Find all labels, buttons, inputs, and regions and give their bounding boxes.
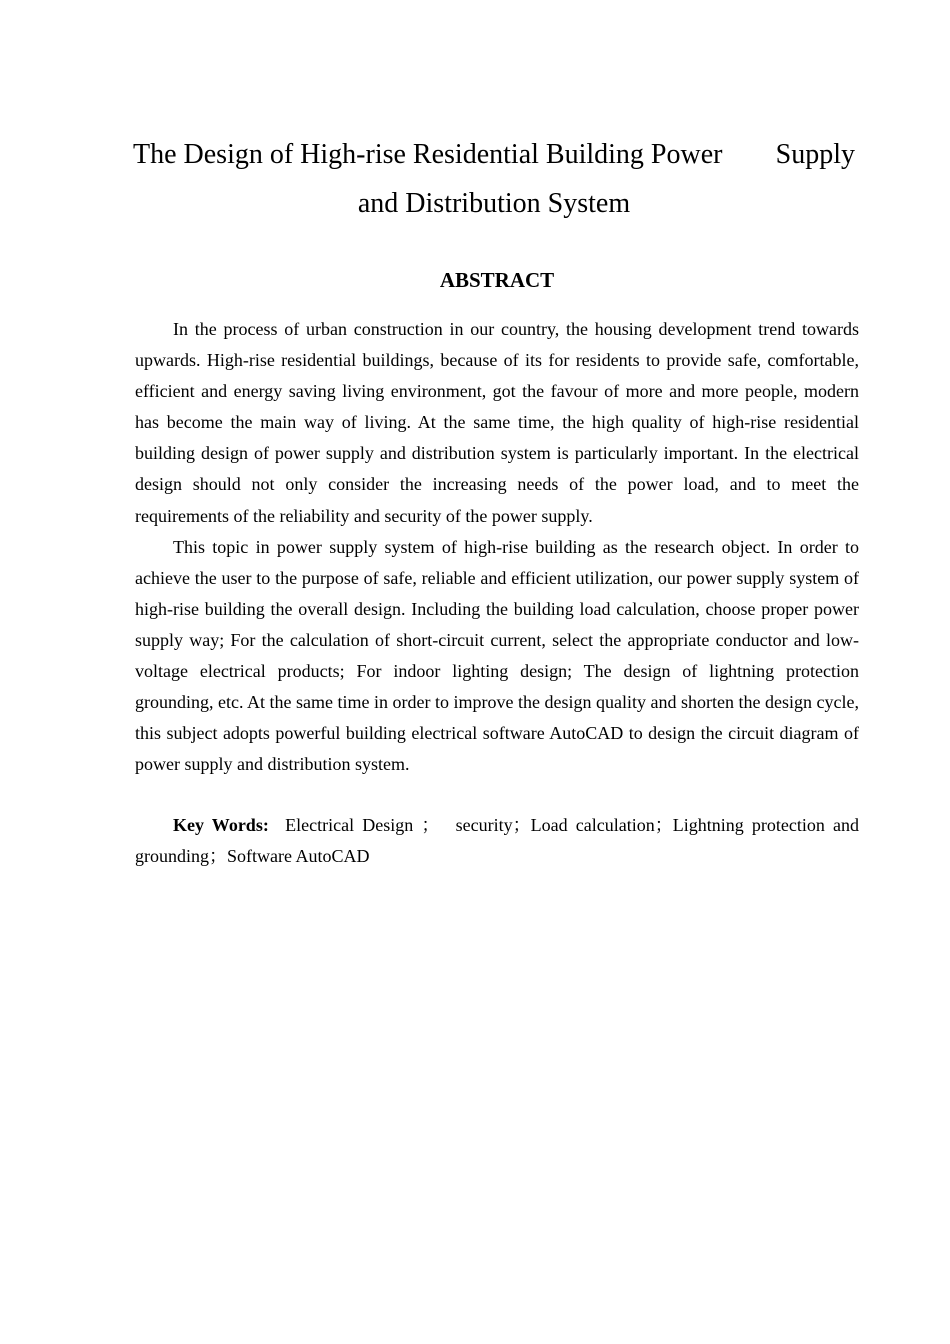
document-title-line-1 — [133, 138, 855, 172]
abstract-paragraph-2: This topic in power supply system of high-rise building as the research object. In order to achieve the user to the purpose of safe, reliable and efficient utilization, our power supply system of high-rise building the overall design. Including the building load calculation, choose proper power supply way; For the calculation of short-circuit current, select the appropriate conductor and low-voltage electrical products; For indoor lighting design; The design of lightning protection grounding, etc. At the same time in order to improve the design quality and shorten the design cycle, this subject adopts powerful building electrical software AutoCAD to design the circuit diagram of power supply and distribution system. — [135, 536, 859, 775]
abstract-heading: ABSTRACT — [439, 268, 555, 292]
abstract-body — [135, 314, 859, 780]
keywords-section — [135, 810, 859, 872]
abstract-paragraph-1: In the process of urban construction in our country, the housing development trend towards upwards. High-rise residential buildings, because of its for residents to provide safe, comfortable, efficient and energy saving living environment, got the favour of more and more people, modern has become the main way of living. At the same time, the high quality of high-rise residential building design of power supply and distribution system is particularly important. In the electrical design should not only consider the increasing needs of the power load, and to meet the requirements of the reliability and security of the power supply. — [135, 319, 859, 526]
keyword-item: Lightning protection and grounding； — [135, 815, 860, 867]
keyword-item: Software AutoCAD — [227, 846, 370, 867]
keyword-item: security； — [455, 815, 531, 835]
title-text-supply: Supply — [775, 139, 855, 170]
keywords-label: Key Words: — [173, 815, 269, 835]
title-text-main: The Design of High-rise Residential Building Power — [133, 139, 723, 170]
document-title-line-2: and Distribution System — [357, 188, 631, 219]
keyword-item: Electrical Design ； — [285, 815, 440, 835]
keyword-item: Load calculation； — [530, 815, 673, 835]
keywords-paragraph — [135, 810, 859, 872]
